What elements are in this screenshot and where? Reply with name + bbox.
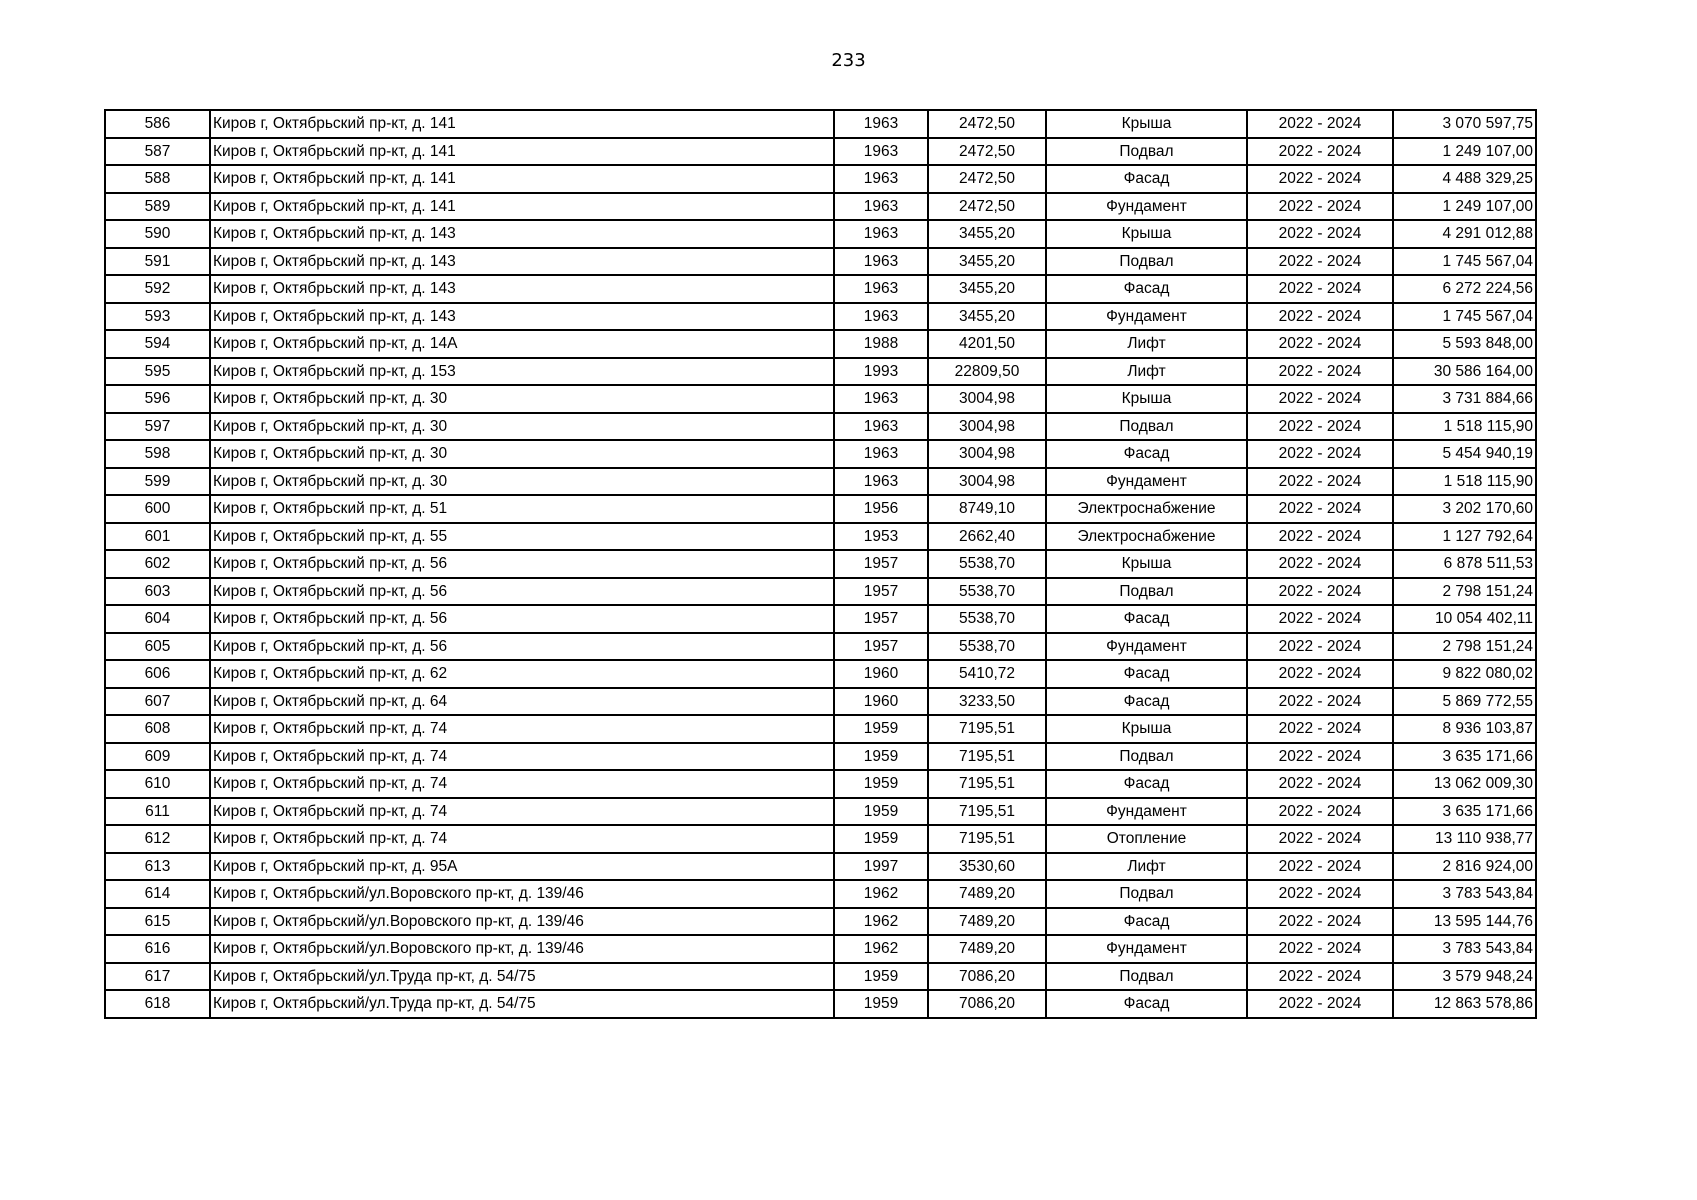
cost-cell: 10 054 402,11 [1393, 605, 1536, 633]
cost-cell: 1 745 567,04 [1393, 303, 1536, 331]
row-number-cell: 596 [105, 385, 210, 413]
period-cell: 2022 - 2024 [1247, 165, 1393, 193]
cost-cell: 8 936 103,87 [1393, 715, 1536, 743]
address-cell: Киров г, Октябрьский пр-кт, д. 141 [210, 165, 834, 193]
row-number-cell: 603 [105, 578, 210, 606]
period-cell: 2022 - 2024 [1247, 275, 1393, 303]
table-row [105, 358, 1536, 386]
area-cell: 3455,20 [928, 248, 1046, 276]
row-number-cell: 595 [105, 358, 210, 386]
table-row [105, 385, 1536, 413]
work-type-cell: Крыша [1046, 715, 1247, 743]
area-cell: 7086,20 [928, 963, 1046, 991]
row-number-cell: 607 [105, 688, 210, 716]
period-cell: 2022 - 2024 [1247, 523, 1393, 551]
area-cell: 3455,20 [928, 275, 1046, 303]
address-cell: Киров г, Октябрьский пр-кт, д. 30 [210, 468, 834, 496]
period-cell: 2022 - 2024 [1247, 743, 1393, 771]
period-cell: 2022 - 2024 [1247, 798, 1393, 826]
row-number-cell: 610 [105, 770, 210, 798]
work-type-cell: Фасад [1046, 990, 1247, 1018]
area-cell: 5538,70 [928, 578, 1046, 606]
period-cell: 2022 - 2024 [1247, 853, 1393, 881]
year-cell: 1957 [834, 578, 928, 606]
period-cell: 2022 - 2024 [1247, 110, 1393, 138]
period-cell: 2022 - 2024 [1247, 138, 1393, 166]
address-cell: Киров г, Октябрьский пр-кт, д. 55 [210, 523, 834, 551]
table-row [105, 715, 1536, 743]
address-cell: Киров г, Октябрьский пр-кт, д. 153 [210, 358, 834, 386]
table-row [105, 495, 1536, 523]
year-cell: 1963 [834, 440, 928, 468]
period-cell: 2022 - 2024 [1247, 908, 1393, 936]
cost-cell: 3 731 884,66 [1393, 385, 1536, 413]
table-row [105, 165, 1536, 193]
year-cell: 1962 [834, 908, 928, 936]
cost-cell: 5 454 940,19 [1393, 440, 1536, 468]
row-number-cell: 599 [105, 468, 210, 496]
area-cell: 3455,20 [928, 220, 1046, 248]
address-cell: Киров г, Октябрьский пр-кт, д. 51 [210, 495, 834, 523]
address-cell: Киров г, Октябрьский/ул.Воровского пр-кт, д. 139/46 [210, 908, 834, 936]
year-cell: 1959 [834, 825, 928, 853]
cost-cell: 3 635 171,66 [1393, 798, 1536, 826]
row-number-cell: 587 [105, 138, 210, 166]
address-cell: Киров г, Октябрьский пр-кт, д. 141 [210, 110, 834, 138]
area-cell: 2472,50 [928, 193, 1046, 221]
year-cell: 1963 [834, 165, 928, 193]
address-cell: Киров г, Октябрьский пр-кт, д. 143 [210, 220, 834, 248]
work-type-cell: Фасад [1046, 275, 1247, 303]
cost-cell: 1 249 107,00 [1393, 138, 1536, 166]
address-cell: Киров г, Октябрьский пр-кт, д. 74 [210, 770, 834, 798]
work-type-cell: Крыша [1046, 550, 1247, 578]
period-cell: 2022 - 2024 [1247, 220, 1393, 248]
address-cell: Киров г, Октябрьский/ул.Труда пр-кт, д. 54/75 [210, 963, 834, 991]
period-cell: 2022 - 2024 [1247, 963, 1393, 991]
address-cell: Киров г, Октябрьский пр-кт, д. 143 [210, 275, 834, 303]
address-cell: Киров г, Октябрьский пр-кт, д. 56 [210, 550, 834, 578]
table-row [105, 193, 1536, 221]
work-type-cell: Подвал [1046, 138, 1247, 166]
address-cell: Киров г, Октябрьский пр-кт, д. 30 [210, 440, 834, 468]
work-type-cell: Фасад [1046, 165, 1247, 193]
year-cell: 1957 [834, 605, 928, 633]
cost-cell: 5 869 772,55 [1393, 688, 1536, 716]
year-cell: 1960 [834, 688, 928, 716]
year-cell: 1960 [834, 660, 928, 688]
address-cell: Киров г, Октябрьский пр-кт, д. 141 [210, 138, 834, 166]
area-cell: 8749,10 [928, 495, 1046, 523]
work-type-cell: Фундамент [1046, 798, 1247, 826]
year-cell: 1963 [834, 193, 928, 221]
table-row [105, 275, 1536, 303]
row-number-cell: 592 [105, 275, 210, 303]
row-number-cell: 586 [105, 110, 210, 138]
cost-cell: 13 110 938,77 [1393, 825, 1536, 853]
cost-cell: 3 635 171,66 [1393, 743, 1536, 771]
row-number-cell: 615 [105, 908, 210, 936]
row-number-cell: 589 [105, 193, 210, 221]
year-cell: 1963 [834, 275, 928, 303]
year-cell: 1963 [834, 385, 928, 413]
work-type-cell: Лифт [1046, 358, 1247, 386]
area-cell: 3530,60 [928, 853, 1046, 881]
cost-cell: 3 783 543,84 [1393, 880, 1536, 908]
period-cell: 2022 - 2024 [1247, 358, 1393, 386]
work-type-cell: Фундамент [1046, 633, 1247, 661]
period-cell: 2022 - 2024 [1247, 550, 1393, 578]
year-cell: 1963 [834, 468, 928, 496]
period-cell: 2022 - 2024 [1247, 330, 1393, 358]
cost-cell: 5 593 848,00 [1393, 330, 1536, 358]
area-cell: 7195,51 [928, 770, 1046, 798]
area-cell: 3004,98 [928, 468, 1046, 496]
cost-cell: 1 518 115,90 [1393, 468, 1536, 496]
table-row [105, 935, 1536, 963]
period-cell: 2022 - 2024 [1247, 413, 1393, 441]
year-cell: 1956 [834, 495, 928, 523]
area-cell: 3004,98 [928, 440, 1046, 468]
work-type-cell: Фасад [1046, 688, 1247, 716]
year-cell: 1997 [834, 853, 928, 881]
year-cell: 1963 [834, 413, 928, 441]
address-cell: Киров г, Октябрьский пр-кт, д. 74 [210, 743, 834, 771]
period-cell: 2022 - 2024 [1247, 605, 1393, 633]
area-cell: 4201,50 [928, 330, 1046, 358]
address-cell: Киров г, Октябрьский пр-кт, д. 143 [210, 248, 834, 276]
year-cell: 1957 [834, 550, 928, 578]
period-cell: 2022 - 2024 [1247, 880, 1393, 908]
cost-cell: 30 586 164,00 [1393, 358, 1536, 386]
table-row [105, 220, 1536, 248]
work-type-cell: Лифт [1046, 330, 1247, 358]
address-cell: Киров г, Октябрьский пр-кт, д. 74 [210, 825, 834, 853]
area-cell: 7086,20 [928, 990, 1046, 1018]
area-cell: 7195,51 [928, 798, 1046, 826]
row-number-cell: 613 [105, 853, 210, 881]
area-cell: 3004,98 [928, 413, 1046, 441]
row-number-cell: 609 [105, 743, 210, 771]
work-type-cell: Фасад [1046, 908, 1247, 936]
year-cell: 1959 [834, 963, 928, 991]
area-cell: 5538,70 [928, 550, 1046, 578]
cost-cell: 6 272 224,56 [1393, 275, 1536, 303]
row-number-cell: 612 [105, 825, 210, 853]
work-type-cell: Подвал [1046, 880, 1247, 908]
row-number-cell: 590 [105, 220, 210, 248]
table-row [105, 605, 1536, 633]
table-body [105, 110, 1536, 1018]
cost-cell: 2 816 924,00 [1393, 853, 1536, 881]
address-cell: Киров г, Октябрьский пр-кт, д. 95А [210, 853, 834, 881]
address-cell: Киров г, Октябрьский/ул.Воровского пр-кт, д. 139/46 [210, 880, 834, 908]
year-cell: 1959 [834, 715, 928, 743]
area-cell: 3233,50 [928, 688, 1046, 716]
period-cell: 2022 - 2024 [1247, 193, 1393, 221]
year-cell: 1957 [834, 633, 928, 661]
address-cell: Киров г, Октябрьский пр-кт, д. 143 [210, 303, 834, 331]
work-type-cell: Электроснабжение [1046, 523, 1247, 551]
address-cell: Киров г, Октябрьский пр-кт, д. 141 [210, 193, 834, 221]
work-type-cell: Крыша [1046, 220, 1247, 248]
table-row [105, 798, 1536, 826]
address-cell: Киров г, Октябрьский пр-кт, д. 30 [210, 385, 834, 413]
cost-cell: 3 579 948,24 [1393, 963, 1536, 991]
area-cell: 3004,98 [928, 385, 1046, 413]
cost-cell: 12 863 578,86 [1393, 990, 1536, 1018]
table-row [105, 880, 1536, 908]
year-cell: 1963 [834, 138, 928, 166]
work-type-cell: Фасад [1046, 770, 1247, 798]
area-cell: 7489,20 [928, 908, 1046, 936]
row-number-cell: 605 [105, 633, 210, 661]
year-cell: 1959 [834, 798, 928, 826]
area-cell: 22809,50 [928, 358, 1046, 386]
year-cell: 1959 [834, 770, 928, 798]
page-number: 233 [831, 50, 866, 71]
area-cell: 2472,50 [928, 165, 1046, 193]
work-type-cell: Подвал [1046, 963, 1247, 991]
area-cell: 7195,51 [928, 743, 1046, 771]
row-number-cell: 601 [105, 523, 210, 551]
table-row [105, 770, 1536, 798]
work-type-cell: Фасад [1046, 605, 1247, 633]
repair-schedule-table [104, 109, 1537, 1019]
address-cell: Киров г, Октябрьский пр-кт, д. 56 [210, 578, 834, 606]
period-cell: 2022 - 2024 [1247, 825, 1393, 853]
area-cell: 7195,51 [928, 825, 1046, 853]
address-cell: Киров г, Октябрьский/ул.Воровского пр-кт, д. 139/46 [210, 935, 834, 963]
table-row [105, 853, 1536, 881]
row-number-cell: 608 [105, 715, 210, 743]
cost-cell: 4 291 012,88 [1393, 220, 1536, 248]
period-cell: 2022 - 2024 [1247, 468, 1393, 496]
table-row [105, 743, 1536, 771]
year-cell: 1988 [834, 330, 928, 358]
period-cell: 2022 - 2024 [1247, 633, 1393, 661]
row-number-cell: 598 [105, 440, 210, 468]
period-cell: 2022 - 2024 [1247, 248, 1393, 276]
address-cell: Киров г, Октябрьский пр-кт, д. 56 [210, 605, 834, 633]
address-cell: Киров г, Октябрьский пр-кт, д. 14А [210, 330, 834, 358]
cost-cell: 3 202 170,60 [1393, 495, 1536, 523]
cost-cell: 6 878 511,53 [1393, 550, 1536, 578]
work-type-cell: Электроснабжение [1046, 495, 1247, 523]
row-number-cell: 614 [105, 880, 210, 908]
work-type-cell: Фундамент [1046, 468, 1247, 496]
row-number-cell: 618 [105, 990, 210, 1018]
table-row [105, 633, 1536, 661]
area-cell: 7195,51 [928, 715, 1046, 743]
table-row [105, 688, 1536, 716]
row-number-cell: 604 [105, 605, 210, 633]
area-cell: 2472,50 [928, 110, 1046, 138]
address-cell: Киров г, Октябрьский пр-кт, д. 74 [210, 798, 834, 826]
cost-cell: 13 595 144,76 [1393, 908, 1536, 936]
table-row [105, 330, 1536, 358]
year-cell: 1963 [834, 220, 928, 248]
row-number-cell: 616 [105, 935, 210, 963]
table-row [105, 963, 1536, 991]
cost-cell: 1 518 115,90 [1393, 413, 1536, 441]
period-cell: 2022 - 2024 [1247, 385, 1393, 413]
row-number-cell: 591 [105, 248, 210, 276]
cost-cell: 4 488 329,25 [1393, 165, 1536, 193]
cost-cell: 1 249 107,00 [1393, 193, 1536, 221]
year-cell: 1962 [834, 935, 928, 963]
year-cell: 1993 [834, 358, 928, 386]
year-cell: 1959 [834, 990, 928, 1018]
work-type-cell: Фундамент [1046, 303, 1247, 331]
table-row [105, 440, 1536, 468]
row-number-cell: 600 [105, 495, 210, 523]
cost-cell: 1 127 792,64 [1393, 523, 1536, 551]
table-row [105, 908, 1536, 936]
work-type-cell: Лифт [1046, 853, 1247, 881]
row-number-cell: 606 [105, 660, 210, 688]
row-number-cell: 611 [105, 798, 210, 826]
cost-cell: 3 070 597,75 [1393, 110, 1536, 138]
row-number-cell: 594 [105, 330, 210, 358]
year-cell: 1953 [834, 523, 928, 551]
area-cell: 5538,70 [928, 633, 1046, 661]
table-row [105, 523, 1536, 551]
year-cell: 1963 [834, 110, 928, 138]
cost-cell: 2 798 151,24 [1393, 578, 1536, 606]
table-row [105, 413, 1536, 441]
address-cell: Киров г, Октябрьский пр-кт, д. 74 [210, 715, 834, 743]
row-number-cell: 602 [105, 550, 210, 578]
row-number-cell: 597 [105, 413, 210, 441]
cost-cell: 2 798 151,24 [1393, 633, 1536, 661]
work-type-cell: Подвал [1046, 413, 1247, 441]
area-cell: 2662,40 [928, 523, 1046, 551]
table-row [105, 468, 1536, 496]
cost-cell: 13 062 009,30 [1393, 770, 1536, 798]
table-row [105, 578, 1536, 606]
period-cell: 2022 - 2024 [1247, 990, 1393, 1018]
table-row [105, 248, 1536, 276]
work-type-cell: Крыша [1046, 385, 1247, 413]
period-cell: 2022 - 2024 [1247, 303, 1393, 331]
work-type-cell: Фасад [1046, 660, 1247, 688]
address-cell: Киров г, Октябрьский/ул.Труда пр-кт, д. 54/75 [210, 990, 834, 1018]
work-type-cell: Крыша [1046, 110, 1247, 138]
cost-cell: 9 822 080,02 [1393, 660, 1536, 688]
work-type-cell: Фундамент [1046, 935, 1247, 963]
period-cell: 2022 - 2024 [1247, 688, 1393, 716]
period-cell: 2022 - 2024 [1247, 660, 1393, 688]
table-row [105, 990, 1536, 1018]
cost-cell: 1 745 567,04 [1393, 248, 1536, 276]
address-cell: Киров г, Октябрьский пр-кт, д. 62 [210, 660, 834, 688]
row-number-cell: 617 [105, 963, 210, 991]
area-cell: 5538,70 [928, 605, 1046, 633]
address-cell: Киров г, Октябрьский пр-кт, д. 64 [210, 688, 834, 716]
table-row [105, 138, 1536, 166]
area-cell: 7489,20 [928, 935, 1046, 963]
address-cell: Киров г, Октябрьский пр-кт, д. 56 [210, 633, 834, 661]
work-type-cell: Подвал [1046, 743, 1247, 771]
period-cell: 2022 - 2024 [1247, 440, 1393, 468]
year-cell: 1963 [834, 303, 928, 331]
area-cell: 7489,20 [928, 880, 1046, 908]
work-type-cell: Подвал [1046, 578, 1247, 606]
year-cell: 1959 [834, 743, 928, 771]
period-cell: 2022 - 2024 [1247, 495, 1393, 523]
work-type-cell: Фундамент [1046, 193, 1247, 221]
area-cell: 2472,50 [928, 138, 1046, 166]
year-cell: 1963 [834, 248, 928, 276]
row-number-cell: 593 [105, 303, 210, 331]
work-type-cell: Подвал [1046, 248, 1247, 276]
period-cell: 2022 - 2024 [1247, 935, 1393, 963]
area-cell: 3455,20 [928, 303, 1046, 331]
period-cell: 2022 - 2024 [1247, 578, 1393, 606]
table-row [105, 110, 1536, 138]
work-type-cell: Отопление [1046, 825, 1247, 853]
area-cell: 5410,72 [928, 660, 1046, 688]
table-row [105, 550, 1536, 578]
address-cell: Киров г, Октябрьский пр-кт, д. 30 [210, 413, 834, 441]
cost-cell: 3 783 543,84 [1393, 935, 1536, 963]
row-number-cell: 588 [105, 165, 210, 193]
table-row [105, 660, 1536, 688]
table-row [105, 303, 1536, 331]
table-row [105, 825, 1536, 853]
period-cell: 2022 - 2024 [1247, 770, 1393, 798]
year-cell: 1962 [834, 880, 928, 908]
period-cell: 2022 - 2024 [1247, 715, 1393, 743]
work-type-cell: Фасад [1046, 440, 1247, 468]
